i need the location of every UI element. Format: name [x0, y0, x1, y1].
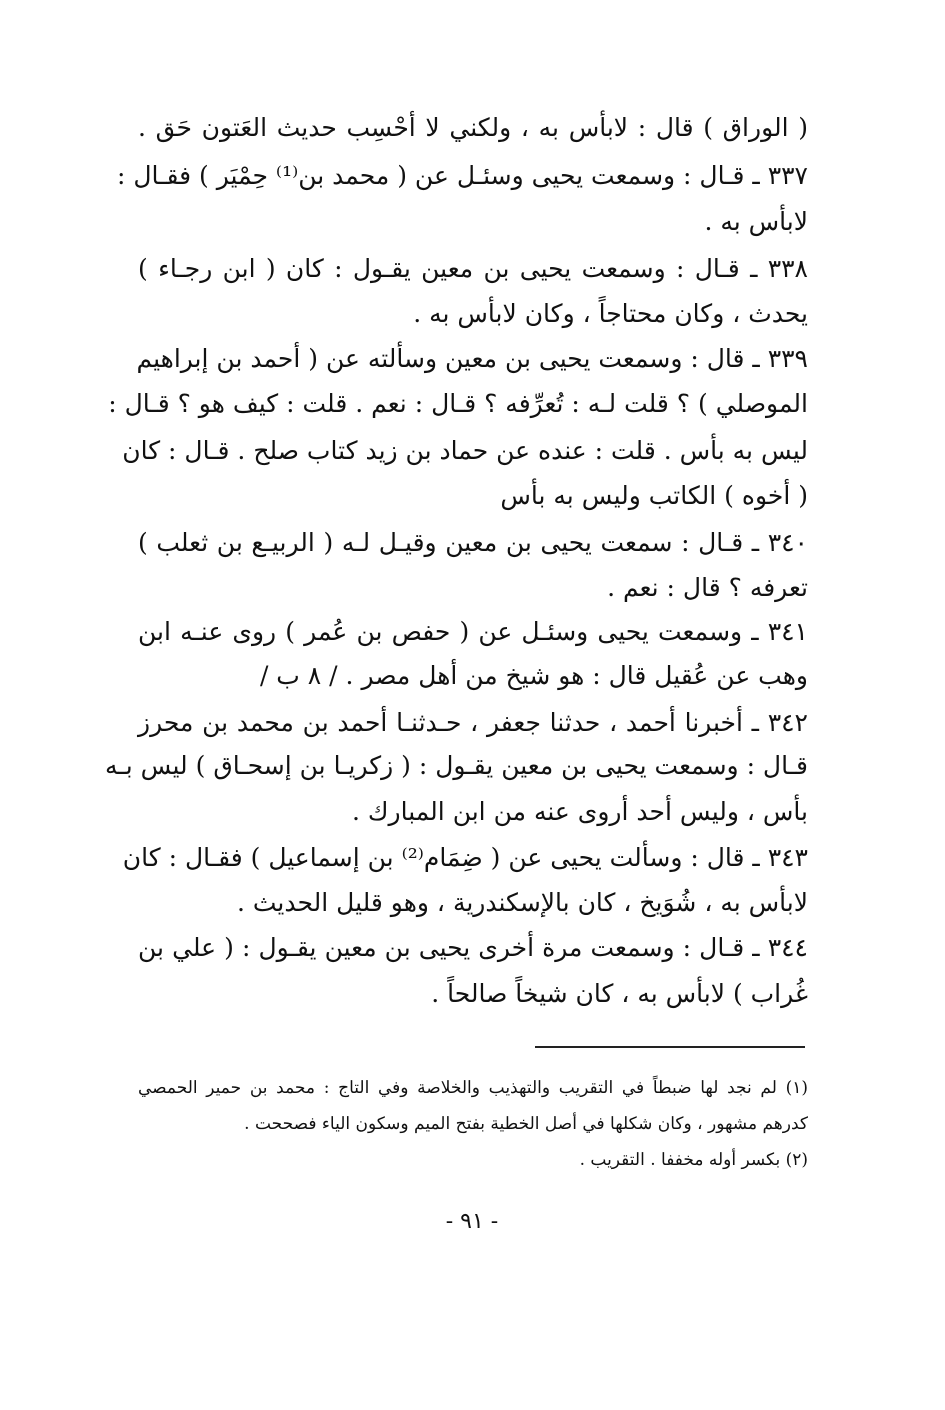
text-line: الموصلي ) ؟ قلت لـه : تُعرِّفه ؟ قـال : نعم . قلت : كيف هو ؟ قـال :: [108, 389, 808, 418]
text-line: ( الوراق ) قال : لابأس به ، ولكني لا أحْسِب حديث العَتون حَق .: [138, 113, 808, 142]
text-line: يحدث ، وكان محتاجاً ، وكان لابأس به .: [413, 299, 808, 328]
footnote-line: كدرهم مشهور ، وكان شكلها في أصل الخطية بفتح الميم وسكون الياء فصححت .: [244, 1114, 808, 1134]
text-line: ٣٤٤ ـ قـال : وسمعت مرة أخرى يحيى بن معين يقـول : ( علي بن: [138, 933, 808, 962]
text-line: تعرفه ؟ قال : نعم .: [607, 573, 808, 602]
text-line: غُراب ) لابأس به ، كان شيخاً صالحاً .: [431, 979, 808, 1008]
footnote-line: (٢) بكسر أوله مخففا . التقريب .: [579, 1150, 808, 1170]
text-line: ٣٤٣ ـ قال : وسألت يحيى عن ( ضِمَام⁽²⁾ بن إسماعيل ) فقـال : كان: [122, 843, 808, 872]
text-line: ٣٣٧ ـ قـال : وسمعت يحيى وسئـل عن ( محمد بن⁽¹⁾ حِمْيَر ) فقـال :: [117, 161, 808, 190]
text-line: لابأس به .: [704, 207, 808, 236]
text-line: ٣٤١ ـ وسمعت يحيى وسئـل عن ( حفص بن عُمر ) روى عنـه ابن: [138, 617, 808, 646]
text-line: لابأس به ، شُوَيخ ، كان بالإسكندرية ، وهو قليل الحديث .: [236, 888, 808, 917]
text-line: ٣٤٠ ـ قـال : سمعت يحيى بن معين وقيـل لـه ( الربيـع بن ثعلب ): [138, 528, 808, 557]
text-line: قـال : وسمعت يحيى بن معين يقـول : ( زكريـا بن إسحـاق ) ليس بـه: [105, 751, 808, 780]
page-number: - ٩١ -: [445, 1209, 499, 1234]
text-line: ( أخوه ) الكاتب وليس به بأس: [500, 481, 808, 510]
text-line: بأس ، وليس أحد أروى عنه من ابن المبارك .: [352, 797, 808, 826]
text-line: ليس به بأس . قلت : عنده عن حماد بن زيد كتاب صلح . قـال : كان: [122, 436, 808, 465]
text-line: ٣٣٩ ـ قال : وسمعت يحيى بن معين وسألته عن ( أحمد بن إبراهيم: [136, 344, 808, 373]
footnote-divider: [535, 1046, 805, 1048]
text-line: ٣٣٨ ـ قـال : وسمعت يحيى بن معين يقـول : كان ( ابن رجـاء ): [138, 254, 808, 283]
text-line: وهب عن عُقيل قال : هو شيخ من أهل مصر . / ٨ ب /: [259, 661, 808, 690]
footnote-line: (١) لم نجد لها ضبطاً في التقريب والتهذيب والخلاصة وفي التاج : محمد بن حمير الحمصي: [138, 1078, 808, 1098]
text-line: ٣٤٢ ـ أخبرنا أحمد ، حدثنا جعفر ، حـدثنـا أحمد بن محمد بن محرز: [138, 708, 808, 737]
